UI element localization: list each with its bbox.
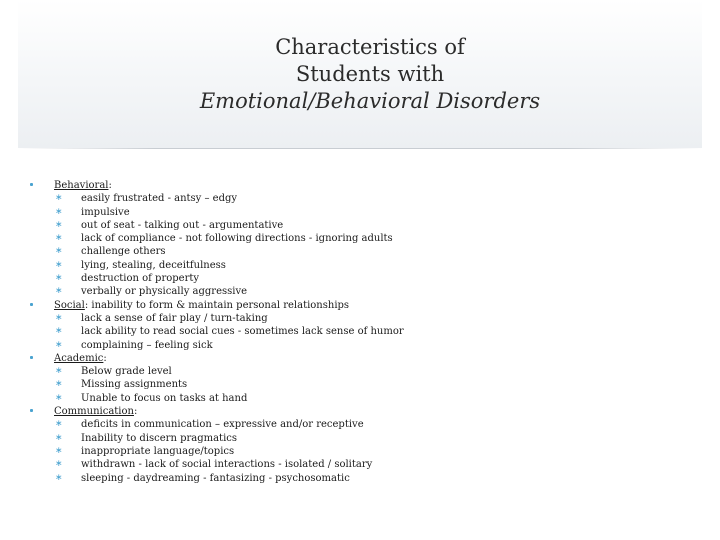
star-bullet-icon: ∗ [55, 445, 63, 456]
list-item-text: lying, stealing, deceitfulness [81, 259, 226, 271]
list-item [54, 339, 690, 352]
list-item [54, 458, 690, 471]
list-item-text: out of seat - talking out - argumentative [81, 219, 284, 231]
star-bullet-icon: ∗ [55, 392, 63, 403]
sub-list [54, 418, 690, 484]
section-academic [30, 352, 690, 405]
list-item-text: verbally or physically aggressive [81, 286, 248, 298]
list-item-text: destruction of property [81, 273, 200, 285]
star-bullet-icon: ∗ [55, 326, 63, 337]
bullet-icon [30, 356, 33, 359]
section-heading [54, 405, 690, 418]
list-item-text: lack of compliance - not following directions - ignoring adults [81, 233, 393, 245]
bullet-icon [30, 183, 33, 186]
list-item-text: Missing assignments [81, 379, 188, 391]
section-heading [54, 179, 690, 192]
list-item [54, 432, 690, 445]
section-heading-rest: : inability to form & maintain personal relationships [84, 299, 350, 311]
star-bullet-icon: ∗ [55, 419, 63, 430]
section-heading-rest: : [103, 352, 107, 364]
title-line-3: Emotional/Behavioral Disorders [199, 89, 541, 113]
list-item [54, 192, 690, 205]
section-heading [54, 352, 690, 365]
list-item [54, 259, 690, 272]
star-bullet-icon: ∗ [55, 366, 63, 377]
section-heading-rest: : [108, 180, 112, 191]
list-item [54, 232, 690, 245]
section-heading-rest: : [133, 406, 138, 418]
list-item-text: Below grade level [81, 366, 172, 378]
title-divider [18, 148, 702, 149]
star-bullet-icon: ∗ [55, 273, 63, 284]
star-bullet-icon: ∗ [55, 193, 63, 204]
list-item-text: Inability to discern pragmatics [81, 432, 238, 444]
sub-list [54, 312, 690, 352]
title-line-2: Students with [295, 62, 445, 86]
list-item-text: withdrawn - lack of social interactions - isolated / solitary [81, 459, 373, 471]
list-item-text: complaining – feeling sick [81, 339, 213, 351]
bullet-icon [30, 303, 33, 306]
section-heading [54, 299, 690, 312]
bullet-icon [30, 409, 33, 412]
list-item-text: sleeping - daydreaming - fantasizing - psychosomatic [81, 472, 350, 484]
sub-list [54, 192, 690, 298]
title-line-1: Characteristics of [275, 35, 465, 59]
list-item [54, 272, 690, 285]
list-item-text: inappropriate language/topics [81, 445, 235, 457]
list-item-text: challenge others [81, 246, 166, 258]
list-item-text: impulsive [81, 206, 130, 218]
star-bullet-icon: ∗ [55, 459, 63, 470]
star-bullet-icon: ∗ [55, 339, 63, 350]
star-bullet-icon: ∗ [55, 246, 63, 257]
list-item-text: deficits in communication – expressive and/or receptive [81, 419, 364, 431]
star-bullet-icon: ∗ [55, 286, 63, 297]
section-behavioral [30, 179, 690, 299]
list-item [54, 325, 690, 338]
star-bullet-icon: ∗ [55, 472, 63, 483]
list-item [54, 445, 690, 458]
section-heading-label: Behavioral [54, 180, 109, 191]
list-item [54, 418, 690, 431]
list-item [54, 285, 690, 298]
section-heading-label: Communication [54, 406, 134, 418]
section-heading-label: Social [54, 299, 85, 311]
list-item-text: Unable to focus on tasks at hand [81, 392, 248, 404]
list-item [54, 206, 690, 219]
list-item [54, 245, 690, 258]
section-social [30, 299, 690, 352]
slide-body [30, 179, 690, 485]
sub-list [54, 365, 690, 405]
star-bullet-icon: ∗ [55, 379, 63, 390]
list-item-text: lack a sense of fair play / turn-taking [81, 312, 268, 324]
star-bullet-icon: ∗ [55, 206, 63, 217]
star-bullet-icon: ∗ [55, 259, 63, 270]
star-bullet-icon: ∗ [55, 219, 63, 230]
list-item [54, 378, 690, 391]
slide-title [190, 34, 550, 115]
star-bullet-icon: ∗ [55, 233, 63, 244]
star-bullet-icon: ∗ [55, 312, 63, 323]
section-communication [30, 405, 690, 485]
list-item-text: lack ability to read social cues - sometimes lack sense of humor [81, 326, 404, 338]
list-item [54, 472, 690, 485]
list-item [54, 219, 690, 232]
star-bullet-icon: ∗ [55, 432, 63, 443]
list-item [54, 365, 690, 378]
list-item [54, 392, 690, 405]
list-item-text: easily frustrated - antsy – edgy [81, 193, 238, 205]
list-item [54, 312, 690, 325]
section-heading-label: Academic [54, 352, 104, 364]
